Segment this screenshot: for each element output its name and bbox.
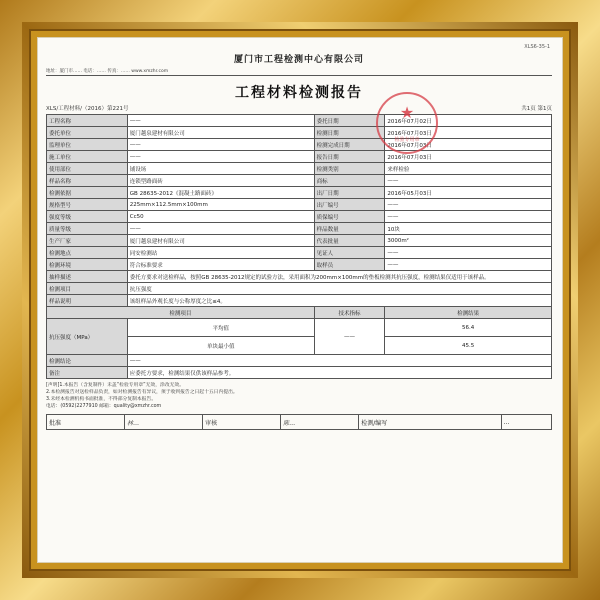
items-value: 抗压强度 bbox=[127, 283, 551, 295]
review-label: 审核 bbox=[203, 415, 281, 430]
frame-molding bbox=[22, 22, 578, 578]
results-header-result: 检测结果 bbox=[385, 307, 552, 319]
info-row bbox=[47, 139, 552, 151]
result-value-min: 45.5 bbox=[385, 337, 552, 355]
info-label-right: 质保编号 bbox=[314, 211, 385, 223]
info-value-right: 2016年07月02日 bbox=[385, 115, 552, 127]
remarks-text: 委托方要求对送检样品，按照GB 28635-2012规定的试验方法，采用面积为200mm×100mm的垫板检测其抗压强度，检测结果仅适用于该样品。 bbox=[127, 271, 551, 283]
info-label-right: 检测完成日期 bbox=[314, 139, 385, 151]
info-value-left: —— bbox=[127, 151, 314, 163]
seal-text: 检验专用章 bbox=[394, 137, 420, 143]
conclusion-value: —— bbox=[127, 355, 551, 367]
statement-line: 2.本检测报告对送检样品负责，如对检测报告有异议，须于收到报告之日起十五日内提出。 bbox=[46, 390, 238, 395]
statement-line: [声明]1.本报告（含复制件）未盖“检验专用章”无效，涂改无效。 bbox=[46, 383, 185, 388]
approve-label: 批准 bbox=[47, 415, 125, 430]
info-row bbox=[47, 151, 552, 163]
info-label-left: 检测环境 bbox=[47, 259, 128, 271]
report-body bbox=[46, 44, 552, 556]
statement-block bbox=[46, 382, 552, 410]
info-label-right: 取样员 bbox=[314, 259, 385, 271]
organization-name: 厦门市工程检测中心有限公司 bbox=[233, 55, 364, 65]
statement-line: 电话：(0592)2277910 邮箱：quality@xmzhr.com bbox=[46, 404, 162, 409]
info-row bbox=[47, 127, 552, 139]
info-label-left: 监理单位 bbox=[47, 139, 128, 151]
info-label-left: 质量等级 bbox=[47, 223, 128, 235]
info-label-right: 委托日期 bbox=[314, 115, 385, 127]
document-sheet bbox=[37, 37, 563, 563]
info-row bbox=[47, 175, 552, 187]
info-value-left: 铺设场 bbox=[127, 163, 314, 175]
info-row bbox=[47, 247, 552, 259]
info-value-right: 2016年07月03日 bbox=[385, 139, 552, 151]
info-label-right: 出厂日期 bbox=[314, 187, 385, 199]
info-value-right: 2016年07月03日 bbox=[385, 127, 552, 139]
info-row bbox=[47, 187, 552, 199]
frame-lip bbox=[29, 29, 571, 571]
approve-signature: 林… bbox=[125, 415, 203, 430]
info-value-left: —— bbox=[127, 139, 314, 151]
info-table bbox=[46, 114, 552, 379]
info-value-right: 3000m² bbox=[385, 235, 552, 247]
info-label-right: 报告日期 bbox=[314, 151, 385, 163]
info-label-right: 商标 bbox=[314, 175, 385, 187]
result-sub-avg: 平均值 bbox=[127, 319, 314, 337]
info-value-right: 2016年07月03日 bbox=[385, 151, 552, 163]
info-value-left: 连锁型路面砖 bbox=[127, 175, 314, 187]
info-value-right: 2016年05月03日 bbox=[385, 187, 552, 199]
info-value-right: —— bbox=[385, 247, 552, 259]
info-value-left: —— bbox=[127, 223, 314, 235]
info-value-left: 225mm×112.5mm×100mm bbox=[127, 199, 314, 211]
info-label-right: 样品数量 bbox=[314, 223, 385, 235]
results-header-item: 检测项目 bbox=[47, 307, 315, 319]
report-title: 工程材料检测报告 bbox=[235, 85, 363, 101]
info-value-right: —— bbox=[385, 199, 552, 211]
page-info: 共1页 第1页 bbox=[521, 106, 552, 112]
info-label-left: 工程名称 bbox=[47, 115, 128, 127]
note-label: 备注 bbox=[47, 367, 128, 379]
address-line: 地址：厦门市…… 电话：…… 传真：…… www.xmzhr.com bbox=[46, 68, 552, 76]
sample-desc-value: 该组样品外观长度与公称厚度之比≤4。 bbox=[127, 295, 551, 307]
info-label-left: 检测依据 bbox=[47, 187, 128, 199]
info-value-left: 符合标准要求 bbox=[127, 259, 314, 271]
info-label-left: 委托单位 bbox=[47, 127, 128, 139]
info-row bbox=[47, 235, 552, 247]
info-label-left: 规格型号 bbox=[47, 199, 128, 211]
signature-table bbox=[46, 414, 552, 430]
document-number: XLS6-35-1 bbox=[524, 44, 550, 50]
sample-desc-label: 样品说明 bbox=[47, 295, 128, 307]
report-subheader bbox=[46, 104, 552, 112]
results-header-spec: 技术指标 bbox=[314, 307, 385, 319]
info-value-right: 10块 bbox=[385, 223, 552, 235]
items-label: 检测项目 bbox=[47, 283, 128, 295]
test-label: 检测/编写 bbox=[359, 415, 501, 430]
info-value-right: —— bbox=[385, 175, 552, 187]
info-value-right: —— bbox=[385, 259, 552, 271]
result-sub-min: 单块最小值 bbox=[127, 337, 314, 355]
info-row bbox=[47, 115, 552, 127]
info-label-left: 使用部位 bbox=[47, 163, 128, 175]
info-value-left: 同安检测站 bbox=[127, 247, 314, 259]
info-value-left: 厦门越泉建材有限公司 bbox=[127, 127, 314, 139]
remarks-label: 抽样描述 bbox=[47, 271, 128, 283]
info-row bbox=[47, 223, 552, 235]
statement-line: 3.未经本检测机构书面批准，不得部分复制本报告。 bbox=[46, 397, 157, 402]
info-label-right: 出厂编号 bbox=[314, 199, 385, 211]
info-value-left: GB 28635-2012《混凝土路面砖》 bbox=[127, 187, 314, 199]
info-label-left: 生产厂家 bbox=[47, 235, 128, 247]
result-spec: —— bbox=[314, 319, 385, 355]
note-value: 应委托方要求，检测结果仅供该样品参考。 bbox=[127, 367, 551, 379]
info-label-right: 代表批量 bbox=[314, 235, 385, 247]
result-value-avg: 56.4 bbox=[385, 319, 552, 337]
inspection-seal bbox=[376, 92, 438, 154]
info-label-right: 见证人 bbox=[314, 247, 385, 259]
info-value-left: —— bbox=[127, 115, 314, 127]
info-label-left: 样品名称 bbox=[47, 175, 128, 187]
seal-star-icon: ★ bbox=[399, 103, 415, 122]
info-value-left: 厦门越泉建材有限公司 bbox=[127, 235, 314, 247]
info-row bbox=[47, 199, 552, 211]
info-value-right: —— bbox=[385, 211, 552, 223]
info-label-left: 施工单位 bbox=[47, 151, 128, 163]
info-label-right: 检测日期 bbox=[314, 127, 385, 139]
result-name: 抗压强度（MPa） bbox=[47, 319, 128, 355]
info-row bbox=[47, 259, 552, 271]
test-signature: … bbox=[501, 415, 551, 430]
info-label-left: 强度等级 bbox=[47, 211, 128, 223]
info-label-left: 检测地点 bbox=[47, 247, 128, 259]
info-row bbox=[47, 163, 552, 175]
info-row bbox=[47, 211, 552, 223]
info-label-right: 检测类别 bbox=[314, 163, 385, 175]
report-code: XLS/工程材料/（2016）第221号 bbox=[46, 106, 129, 112]
info-value-left: Cc50 bbox=[127, 211, 314, 223]
review-signature: 陈… bbox=[281, 415, 359, 430]
conclusion-label: 检测结论 bbox=[47, 355, 128, 367]
info-value-right: 来样检验 bbox=[385, 163, 552, 175]
